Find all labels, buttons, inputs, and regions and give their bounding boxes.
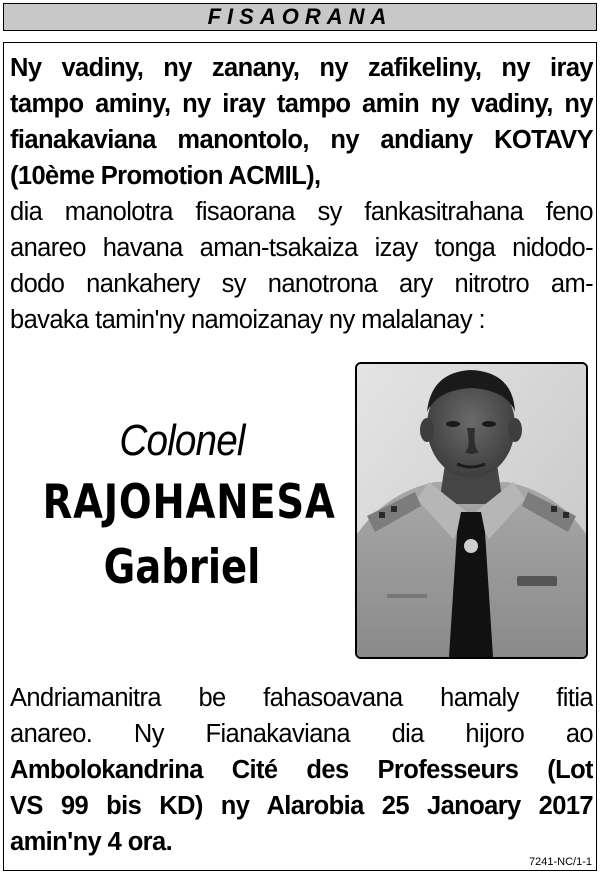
closing-line: VS 99 bis KD) ny Alarobia 25 Janoary 2017 xyxy=(10,792,593,820)
header-title: FISAORANA xyxy=(207,4,393,29)
intro-line: Ny vadiny, ny zanany, ny zafikeliny, ny iray xyxy=(10,54,593,82)
deceased-given-name: Gabriel xyxy=(103,540,261,595)
closing-line: anareo. Ny Fianakaviana dia hijoro ao xyxy=(10,720,593,748)
intro-line: tampo aminy, ny iray tampo amin ny vadiny, ny xyxy=(10,90,593,118)
intro-line: (10ème Promotion ACMIL), xyxy=(10,162,321,190)
deceased-rank: Colonel xyxy=(119,416,245,465)
intro-line: bavaka tamin'ny namoizanay ny malalanay : xyxy=(10,306,485,334)
portrait-photo xyxy=(355,362,588,659)
closing-line: Ambolokandrina Cité des Professeurs (Lot xyxy=(10,756,593,784)
closing-line: Andriamanitra be fahasoavana hamaly fitia xyxy=(10,684,593,712)
closing-line: amin'ny 4 ora. xyxy=(10,828,173,856)
closing-paragraph xyxy=(10,680,593,860)
announcement-header xyxy=(3,3,597,31)
reference-code: 7241-NC/1-1 xyxy=(529,856,592,868)
deceased-surname: RAJOHANESA xyxy=(42,475,336,530)
deceased-name-block xyxy=(12,412,352,600)
intro-line: anareo havana aman-tsakaiza izay tonga nidodo- xyxy=(10,234,593,262)
intro-line: dodo nankahery sy nanotrona ary nitrotro am- xyxy=(10,270,593,298)
intro-line: dia manolotra fisaorana sy fankasitrahana feno xyxy=(10,198,593,226)
intro-paragraph xyxy=(10,50,593,338)
intro-line: fianakaviana manontolo, ny andiany KOTAVY xyxy=(10,126,593,154)
